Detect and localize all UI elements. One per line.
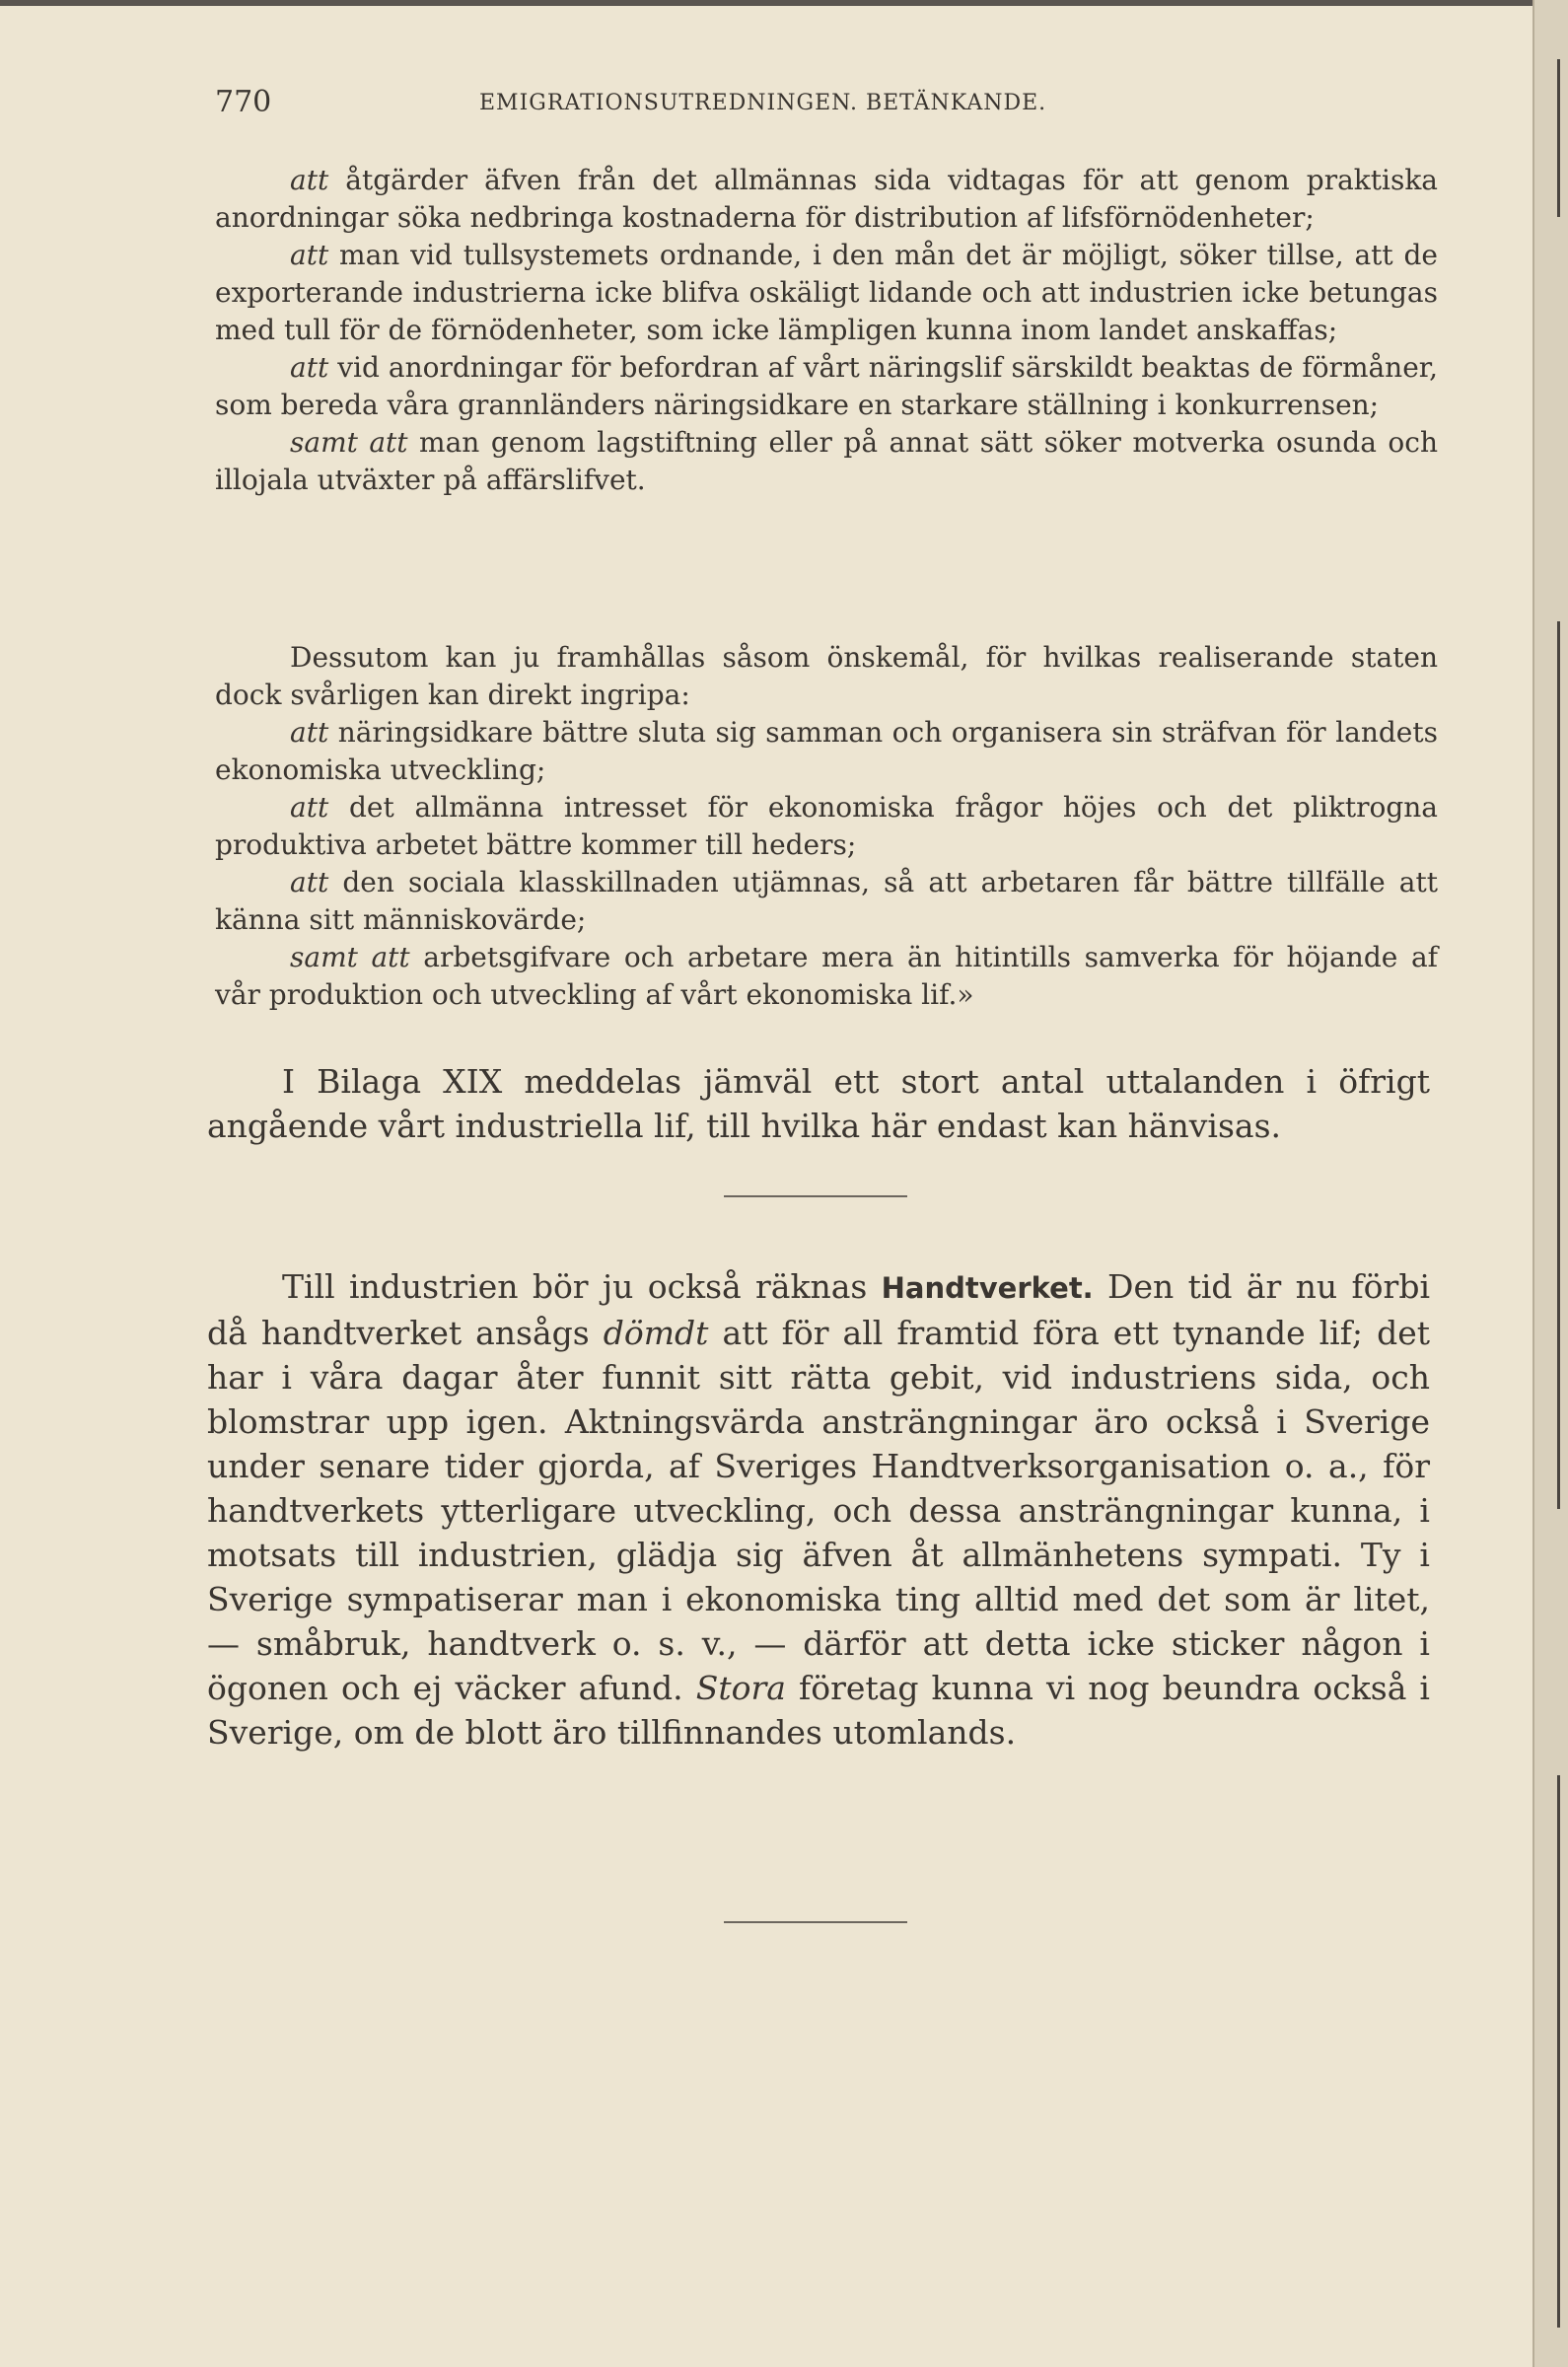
body-paragraph: I Bilaga XIX meddelas jämväl ett stort antal uttalanden i öfrigt angående vårt industriella lif, till hvilka här endast kan hänvisas. [207, 1062, 1430, 1145]
page-header [215, 85, 1438, 124]
item-text: man vid tullsystemets ordnande, i den mån det är möjligt, söker tillse, att de exporterande industrierna icke blifva oskäligt lidande och att industrien icke betungas med tull för de förnödenheter, som icke lämpligen kunna inom landet anskaffas; [215, 239, 1438, 346]
emphasis: Stora [695, 1669, 786, 1707]
item-text: arbetsgifvare och arbetare mera än hitintills samverka för höjande af vår produktion och utveckling af vårt ekonomiska lif.» [215, 941, 1438, 1011]
list-item [215, 939, 1438, 1014]
item-text: vid anordningar för befordran af vårt näringslif särskildt beaktas de förmåner, som bereda våra grannländers näringsidkare en starkare ställning i konkurrensen; [215, 351, 1438, 421]
item-lead: att [290, 164, 329, 196]
margin-line [1557, 1775, 1560, 2328]
item-text: det allmänna intresset för ekonomiska frågor höjes och det pliktrogna produktiva arbetet bättre kommer till heders; [215, 791, 1438, 861]
page-number: 770 [215, 85, 272, 119]
top-edge [0, 0, 1568, 6]
list-item [215, 237, 1438, 349]
item-text: den sociala klasskillnaden utjämnas, så att arbetaren får bättre tillfälle att känna sitt människovärde; [215, 866, 1438, 936]
section-rule [724, 1195, 907, 1197]
running-head: EMIGRATIONSUTREDNINGEN. BETÄNKANDE. [479, 91, 1047, 115]
item-lead: att [290, 791, 329, 824]
margin-line [1557, 59, 1560, 217]
list-item [215, 424, 1438, 499]
item-lead: att [290, 239, 329, 271]
text-run: att för all framtid föra ett tynande lif; det har i våra dagar åter funnit sitt rätta gebit, vid industriens sida, och blomstrar upp igen. Aktningsvärda ansträngningar äro också i Sverige under senare tider gjorda, af Sveriges Handtverksorganisation o. a., för handtverkets ytterligare utveckling, och dessa ansträngningar kunna, i motsats till industrien, glädja sig äfven åt allmänhetens sympati. Ty i Sverige sympatiserar man i ekonomiska ting alltid med det som är litet, — småbruk, handtverk o. s. v., — därför att detta icke sticker någon i ögonen och ej väcker afund. [207, 1314, 1430, 1707]
end-rule [724, 1921, 907, 1923]
body-paragraph [207, 1264, 1430, 1755]
item-text: näringsidkare bättre sluta sig samman och organisera sin sträfvan för landets ekonomiska utveckling; [215, 716, 1438, 786]
bilaga-paragraph [207, 1059, 1430, 1148]
item-lead: samt att [290, 941, 410, 973]
list-item [215, 714, 1438, 789]
item-lead: att [290, 716, 329, 749]
item-lead: att [290, 866, 329, 898]
text-run: Den tid är nu förbi då handtverket ansågs [207, 1267, 1431, 1352]
item-lead: att [290, 351, 329, 384]
text-run: företag kunna vi nog beundra också i Sverige, om de blott äro tillfinnandes utomlands. [207, 1669, 1430, 1752]
text-run: Till industrien bör ju också räknas [282, 1267, 882, 1306]
item-text: åtgärder äfven från det allmännas sida vidtagas för att genom praktiska anordningar söka nedbringa kostnaderna för distribution af lifsförnödenheter; [215, 164, 1438, 234]
emphasis: dömdt [603, 1314, 709, 1352]
quoted-list-2 [215, 639, 1438, 1014]
list-item [215, 162, 1438, 237]
item-lead: samt att [290, 426, 408, 459]
quoted-list-1 [215, 162, 1438, 499]
margin-line [1557, 621, 1560, 1509]
section-keyword: Handtverket. [881, 1271, 1094, 1305]
handtverk-paragraph [207, 1264, 1430, 1755]
intro-paragraph: Dessutom kan ju framhållas såsom önskemål, för hvilkas realiserande staten dock svårligen kan direkt ingripa: [215, 641, 1438, 711]
list-item [215, 349, 1438, 424]
list-item [215, 864, 1438, 939]
list-item [215, 789, 1438, 864]
right-margin-strip [1532, 0, 1568, 2367]
item-text: man genom lagstiftning eller på annat sätt söker motverka osunda och illojala utväxter på affärslifvet. [215, 426, 1438, 496]
